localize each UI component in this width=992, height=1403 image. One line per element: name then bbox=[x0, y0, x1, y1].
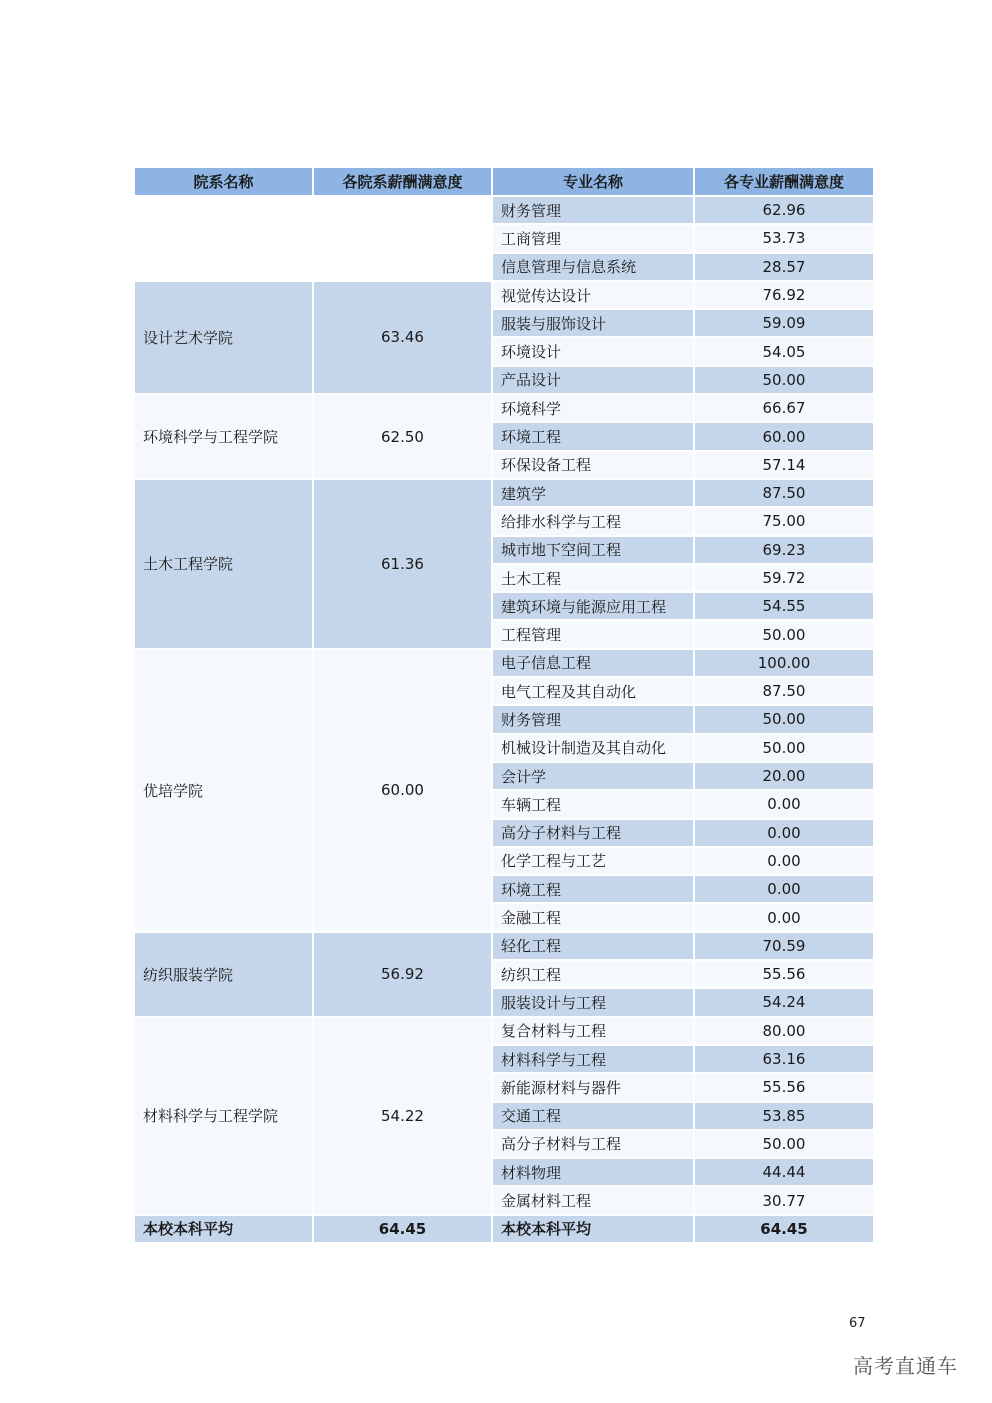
dept-name-cell: 设计艺术学院 bbox=[134, 281, 313, 394]
major-name-cell: 纺织工程 bbox=[492, 960, 694, 988]
major-score-cell: 69.23 bbox=[694, 536, 874, 564]
major-name-cell: 轻化工程 bbox=[492, 932, 694, 960]
dept-score-cell bbox=[313, 196, 492, 281]
major-name-cell: 环境工程 bbox=[492, 422, 694, 450]
major-name-cell: 会计学 bbox=[492, 762, 694, 790]
major-score-cell: 62.96 bbox=[694, 196, 874, 224]
major-name-cell: 环保设备工程 bbox=[492, 451, 694, 479]
header-major: 专业名称 bbox=[492, 167, 694, 196]
major-name-cell: 信息管理与信息系统 bbox=[492, 253, 694, 281]
major-score-cell: 76.92 bbox=[694, 281, 874, 309]
major-name-cell: 环境工程 bbox=[492, 875, 694, 903]
major-score-cell: 0.00 bbox=[694, 875, 874, 903]
major-name-cell: 车辆工程 bbox=[492, 790, 694, 818]
major-name-cell: 复合材料与工程 bbox=[492, 1017, 694, 1045]
header-dept-score: 各院系薪酬满意度 bbox=[313, 167, 492, 196]
major-name-cell: 服装设计与工程 bbox=[492, 988, 694, 1016]
major-name-cell: 化学工程与工艺 bbox=[492, 847, 694, 875]
major-score-cell: 53.73 bbox=[694, 224, 874, 252]
major-score-cell: 54.24 bbox=[694, 988, 874, 1016]
average-dept-label: 本校本科平均 bbox=[134, 1215, 313, 1243]
major-name-cell: 工商管理 bbox=[492, 224, 694, 252]
average-major-label: 本校本科平均 bbox=[492, 1215, 694, 1243]
table-row bbox=[134, 394, 874, 422]
header-major-score: 各专业薪酬满意度 bbox=[694, 167, 874, 196]
major-score-cell: 63.16 bbox=[694, 1045, 874, 1073]
major-score-cell: 54.05 bbox=[694, 337, 874, 365]
major-score-cell: 60.00 bbox=[694, 422, 874, 450]
average-dept-score: 64.45 bbox=[313, 1215, 492, 1243]
major-score-cell: 50.00 bbox=[694, 366, 874, 394]
major-name-cell: 给排水科学与工程 bbox=[492, 507, 694, 535]
major-score-cell: 53.85 bbox=[694, 1102, 874, 1130]
major-score-cell: 55.56 bbox=[694, 1073, 874, 1101]
table-header-row bbox=[134, 167, 874, 196]
major-score-cell: 66.67 bbox=[694, 394, 874, 422]
major-name-cell: 机械设计制造及其自动化 bbox=[492, 734, 694, 762]
dept-name-cell: 纺织服装学院 bbox=[134, 932, 313, 1017]
dept-name-cell: 优培学院 bbox=[134, 649, 313, 932]
major-score-cell: 30.77 bbox=[694, 1186, 874, 1214]
major-score-cell: 54.55 bbox=[694, 592, 874, 620]
dept-score-cell: 56.92 bbox=[313, 932, 492, 1017]
major-score-cell: 50.00 bbox=[694, 705, 874, 733]
major-name-cell: 建筑环境与能源应用工程 bbox=[492, 592, 694, 620]
major-name-cell: 服装与服饰设计 bbox=[492, 309, 694, 337]
major-name-cell: 视觉传达设计 bbox=[492, 281, 694, 309]
major-name-cell: 材料物理 bbox=[492, 1158, 694, 1186]
major-name-cell: 财务管理 bbox=[492, 196, 694, 224]
major-score-cell: 28.57 bbox=[694, 253, 874, 281]
major-score-cell: 59.72 bbox=[694, 564, 874, 592]
major-score-cell: 50.00 bbox=[694, 620, 874, 648]
header-dept: 院系名称 bbox=[134, 167, 313, 196]
dept-score-cell: 61.36 bbox=[313, 479, 492, 649]
table-row bbox=[134, 196, 874, 224]
major-name-cell: 电气工程及其自动化 bbox=[492, 677, 694, 705]
table-row bbox=[134, 479, 874, 507]
dept-score-cell: 62.50 bbox=[313, 394, 492, 479]
major-score-cell: 57.14 bbox=[694, 451, 874, 479]
major-name-cell: 产品设计 bbox=[492, 366, 694, 394]
major-name-cell: 城市地下空间工程 bbox=[492, 536, 694, 564]
major-score-cell: 80.00 bbox=[694, 1017, 874, 1045]
major-score-cell: 0.00 bbox=[694, 790, 874, 818]
watermark: 高考直通车 bbox=[853, 1354, 958, 1378]
major-score-cell: 55.56 bbox=[694, 960, 874, 988]
major-name-cell: 交通工程 bbox=[492, 1102, 694, 1130]
dept-name-cell: 土木工程学院 bbox=[134, 479, 313, 649]
table-row bbox=[134, 649, 874, 677]
major-score-cell: 0.00 bbox=[694, 847, 874, 875]
dept-score-cell: 54.22 bbox=[313, 1017, 492, 1215]
major-name-cell: 环境设计 bbox=[492, 337, 694, 365]
dept-name-cell: 材料科学与工程学院 bbox=[134, 1017, 313, 1215]
table-row bbox=[134, 932, 874, 960]
major-name-cell: 高分子材料与工程 bbox=[492, 1130, 694, 1158]
major-score-cell: 87.50 bbox=[694, 479, 874, 507]
major-name-cell: 高分子材料与工程 bbox=[492, 819, 694, 847]
major-name-cell: 建筑学 bbox=[492, 479, 694, 507]
major-score-cell: 70.59 bbox=[694, 932, 874, 960]
major-name-cell: 材料科学与工程 bbox=[492, 1045, 694, 1073]
table-row bbox=[134, 281, 874, 309]
major-name-cell: 金属材料工程 bbox=[492, 1186, 694, 1214]
table-row bbox=[134, 1017, 874, 1045]
major-name-cell: 金融工程 bbox=[492, 903, 694, 931]
major-name-cell: 工程管理 bbox=[492, 620, 694, 648]
major-score-cell: 44.44 bbox=[694, 1158, 874, 1186]
dept-score-cell: 60.00 bbox=[313, 649, 492, 932]
page-number: 67 bbox=[849, 1316, 866, 1331]
dept-score-cell: 63.46 bbox=[313, 281, 492, 394]
satisfaction-table bbox=[133, 166, 875, 1244]
major-score-cell: 100.00 bbox=[694, 649, 874, 677]
major-score-cell: 87.50 bbox=[694, 677, 874, 705]
major-name-cell: 环境科学 bbox=[492, 394, 694, 422]
major-name-cell: 新能源材料与器件 bbox=[492, 1073, 694, 1101]
major-score-cell: 0.00 bbox=[694, 903, 874, 931]
major-name-cell: 电子信息工程 bbox=[492, 649, 694, 677]
average-row bbox=[134, 1215, 874, 1243]
table-body bbox=[134, 196, 874, 1243]
average-major-score: 64.45 bbox=[694, 1215, 874, 1243]
major-name-cell: 财务管理 bbox=[492, 705, 694, 733]
major-score-cell: 20.00 bbox=[694, 762, 874, 790]
major-score-cell: 59.09 bbox=[694, 309, 874, 337]
major-score-cell: 75.00 bbox=[694, 507, 874, 535]
dept-name-cell: 环境科学与工程学院 bbox=[134, 394, 313, 479]
major-score-cell: 0.00 bbox=[694, 819, 874, 847]
major-score-cell: 50.00 bbox=[694, 1130, 874, 1158]
dept-name-cell bbox=[134, 196, 313, 281]
major-score-cell: 50.00 bbox=[694, 734, 874, 762]
major-name-cell: 土木工程 bbox=[492, 564, 694, 592]
